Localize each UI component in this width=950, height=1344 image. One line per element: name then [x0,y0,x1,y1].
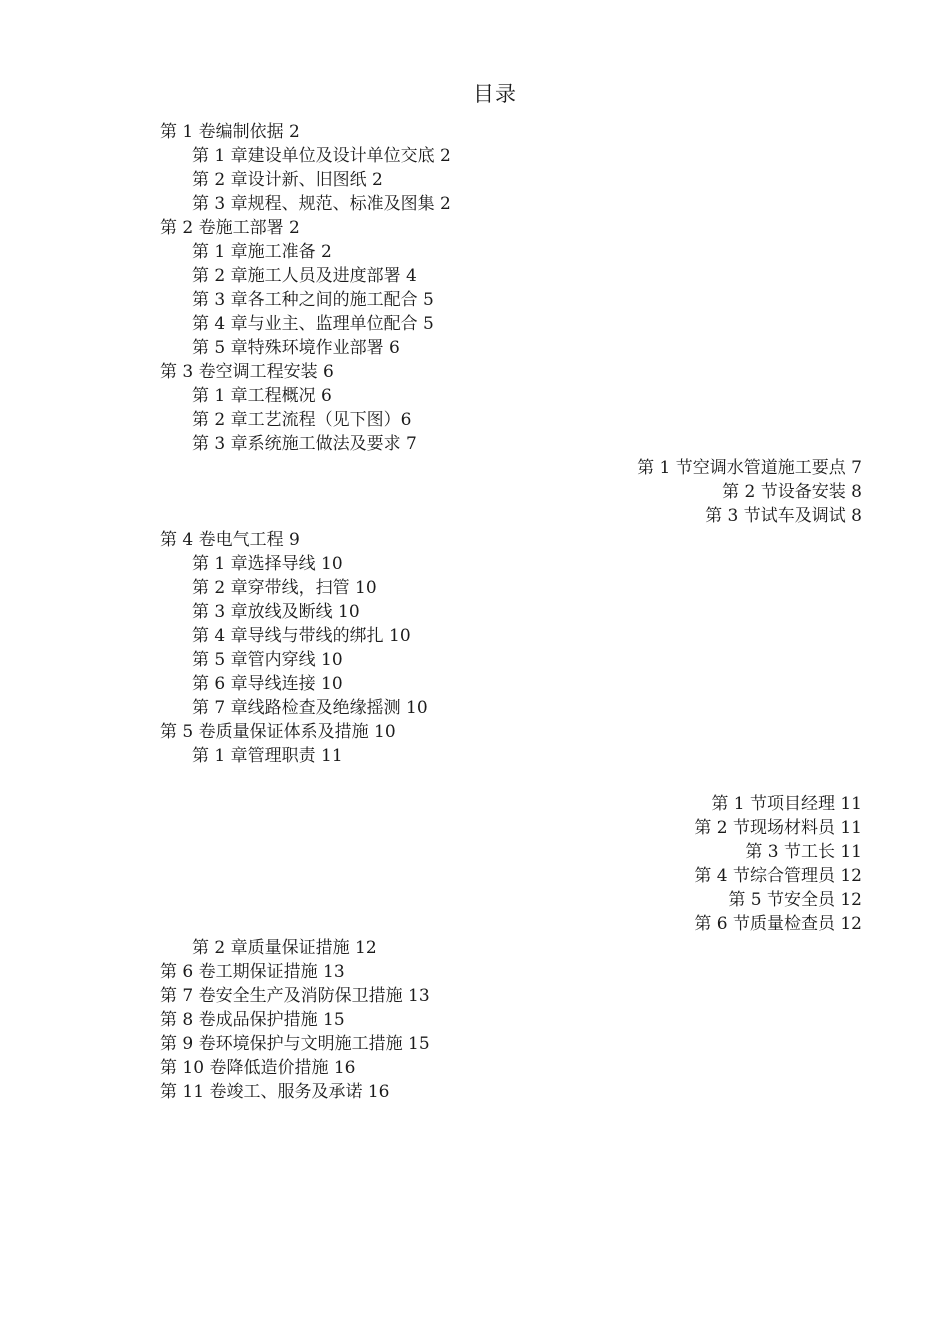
toc-chapter-entry[interactable]: 第 3 章规程、规范、标准及图集 2 [192,194,451,214]
toc-section-entry[interactable]: 第 5 节安全员 12 [728,890,862,910]
toc-section-entry[interactable]: 第 3 节工长 11 [745,842,862,862]
toc-chapter-entry[interactable]: 第 5 章管内穿线 10 [192,650,343,670]
toc-chapter-entry[interactable]: 第 3 章放线及断线 10 [192,602,360,622]
toc-spacer [0,768,950,792]
toc-chapter-entry[interactable]: 第 1 章工程概况 6 [192,386,332,406]
toc-volume-entry[interactable]: 第 6 卷工期保证措施 13 [160,962,345,982]
toc-title: 目录 [473,82,517,106]
toc-chapter-entry[interactable]: 第 4 章导线与带线的绑扎 10 [192,626,411,646]
toc-section-entry[interactable]: 第 2 节设备安装 8 [722,482,862,502]
toc-volume-entry[interactable]: 第 5 卷质量保证体系及措施 10 [160,722,396,742]
toc-volume-entry[interactable]: 第 1 卷编制依据 2 [160,122,300,142]
toc-chapter-entry[interactable]: 第 1 章建设单位及设计单位交底 2 [192,146,451,166]
toc-volume-entry[interactable]: 第 7 卷安全生产及消防保卫措施 13 [160,986,430,1006]
toc-section-entry[interactable]: 第 6 节质量检查员 12 [694,914,862,934]
toc-volume-entry[interactable]: 第 11 卷竣工、服务及承诺 16 [160,1082,390,1102]
toc-volume-entry[interactable]: 第 10 卷降低造价措施 16 [160,1058,356,1078]
toc-volume-entry[interactable]: 第 3 卷空调工程安装 6 [160,362,334,382]
toc-section-entry[interactable]: 第 3 节试车及调试 8 [705,506,862,526]
toc-chapter-entry[interactable]: 第 2 章设计新、旧图纸 2 [192,170,383,190]
toc-chapter-entry[interactable]: 第 6 章导线连接 10 [192,674,343,694]
toc-section-entry[interactable]: 第 4 节综合管理员 12 [694,866,862,886]
table-of-contents [0,120,950,1104]
toc-section-entry[interactable]: 第 2 节现场材料员 11 [694,818,862,838]
toc-volume-entry[interactable]: 第 8 卷成品保护措施 15 [160,1010,345,1030]
toc-chapter-entry[interactable]: 第 2 章穿带线，扫管 10 [192,578,377,598]
toc-chapter-entry[interactable]: 第 7 章线路检查及绝缘摇测 10 [192,698,428,718]
toc-volume-entry[interactable]: 第 9 卷环境保护与文明施工措施 15 [160,1034,430,1054]
toc-chapter-entry[interactable]: 第 5 章特殊环境作业部署 6 [192,338,400,358]
toc-chapter-entry[interactable]: 第 3 章各工种之间的施工配合 5 [192,290,434,310]
toc-chapter-entry[interactable]: 第 1 章施工准备 2 [192,242,332,262]
toc-chapter-entry[interactable]: 第 1 章管理职责 11 [192,746,343,766]
toc-volume-entry[interactable]: 第 2 卷施工部署 2 [160,218,300,238]
toc-chapter-entry[interactable]: 第 2 章工艺流程（见下图）6 [192,410,412,430]
toc-chapter-entry[interactable]: 第 3 章系统施工做法及要求 7 [192,434,417,454]
toc-chapter-entry[interactable]: 第 1 章选择导线 10 [192,554,343,574]
toc-chapter-entry[interactable]: 第 2 章施工人员及进度部署 4 [192,266,417,286]
toc-section-entry[interactable]: 第 1 节空调水管道施工要点 7 [637,458,862,478]
toc-volume-entry[interactable]: 第 4 卷电气工程 9 [160,530,300,550]
toc-section-entry[interactable]: 第 1 节项目经理 11 [711,794,862,814]
toc-chapter-entry[interactable]: 第 4 章与业主、监理单位配合 5 [192,314,434,334]
toc-chapter-entry[interactable]: 第 2 章质量保证措施 12 [192,938,377,958]
